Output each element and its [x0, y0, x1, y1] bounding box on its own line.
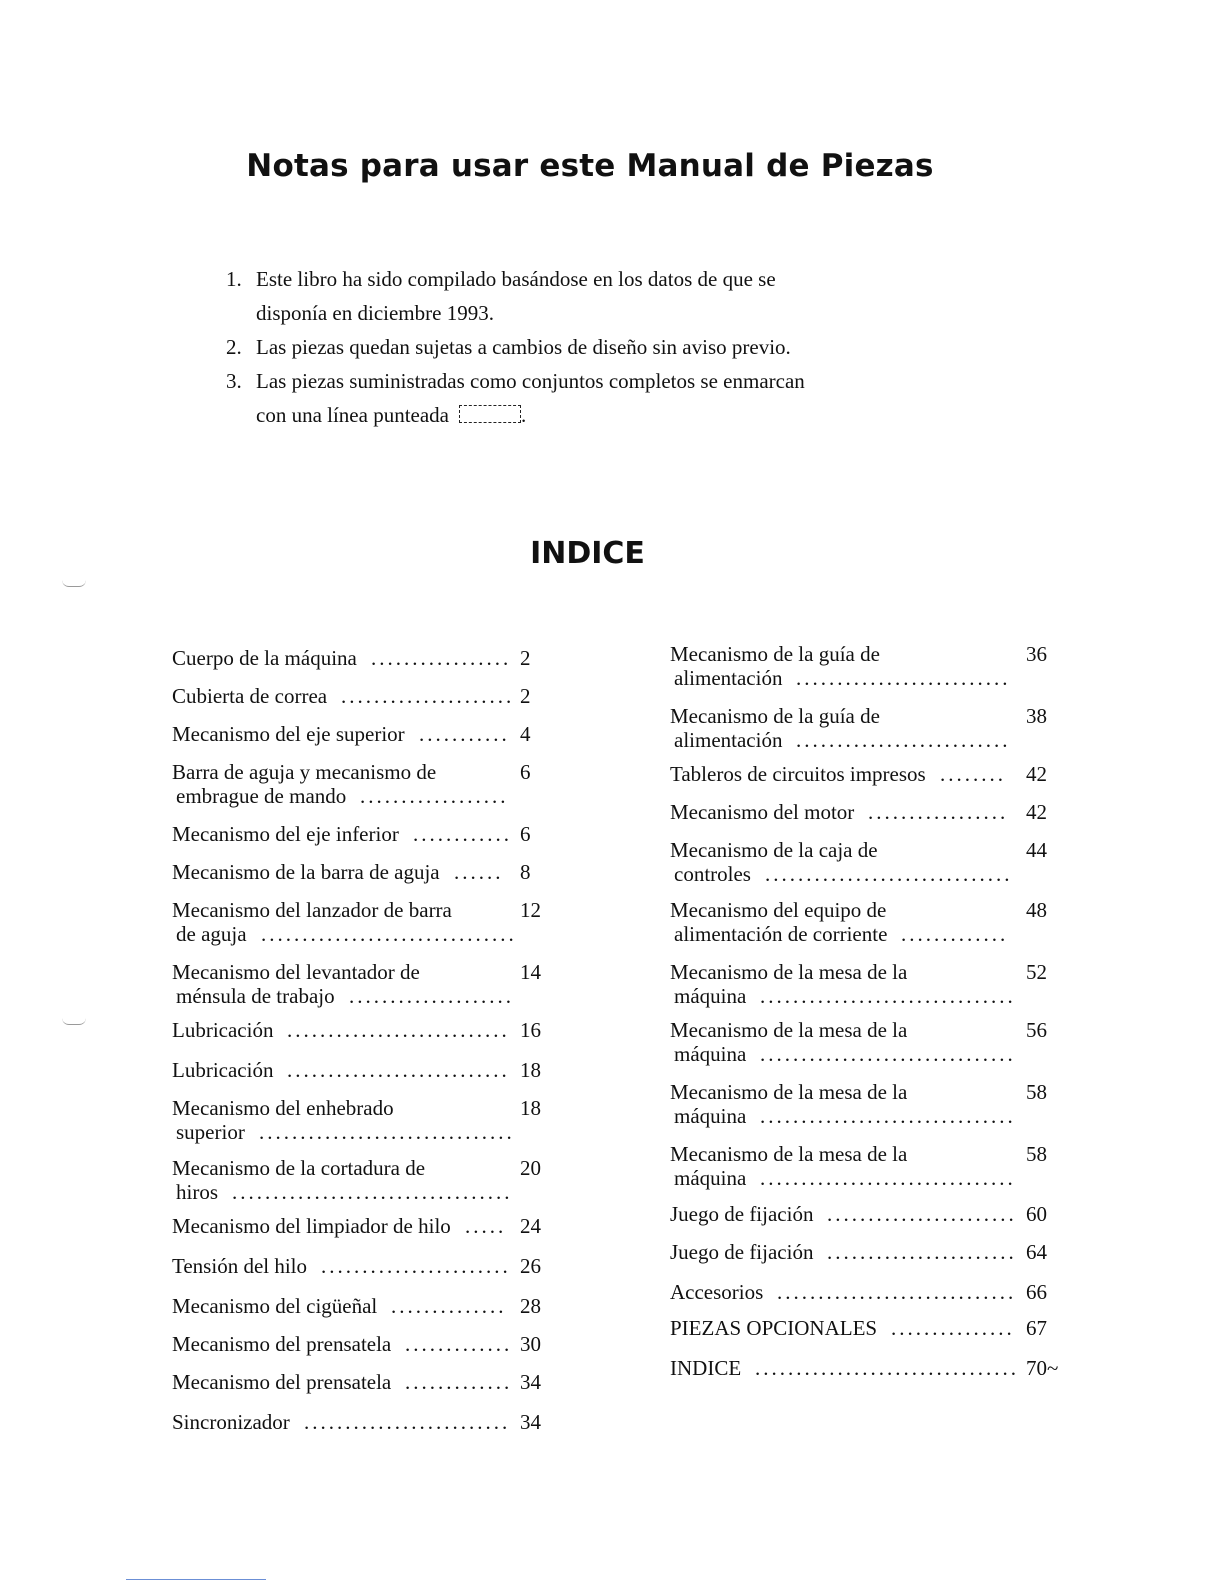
index-entry-title-cont: superior — [176, 1120, 245, 1144]
leader-dots: ....................... — [827, 1202, 1017, 1226]
dashed-box-icon — [459, 405, 521, 423]
leader-dots: .......................... — [796, 728, 1011, 752]
index-entry-page: 18 — [520, 1096, 541, 1120]
index-entry-page: 6 — [520, 822, 531, 846]
note-text: Este libro ha sido compilado basándose en los datos de que se — [256, 267, 776, 291]
leader-dots: ..... — [465, 1214, 507, 1238]
leader-dots: ............................. — [777, 1280, 1017, 1304]
index-entry-page: 56 — [1026, 1018, 1047, 1042]
index-entry-title: Tableros de circuitos impresos — [670, 762, 926, 786]
scan-mark — [62, 1018, 86, 1025]
index-entry-title-cont: ménsula de trabajo — [176, 984, 335, 1008]
note-text: Las piezas quedan sujetas a cambios de diseño sin aviso previo. — [256, 335, 791, 359]
index-entry-title-cont: alimentación — [674, 666, 783, 690]
index-entry-page: 12 — [520, 898, 541, 922]
index-entry-page: 14 — [520, 960, 541, 984]
index-entry-title: Mecanismo de la mesa de la — [670, 1080, 908, 1104]
leader-dots: ................. — [371, 646, 512, 670]
index-entry-page: 8 — [520, 860, 531, 884]
leader-dots: .............................. — [765, 862, 1013, 886]
index-entry-page: 28 — [520, 1294, 541, 1318]
index-entry-title: PIEZAS OPCIONALES — [670, 1316, 878, 1340]
index-entry-page: 58 — [1026, 1080, 1047, 1104]
leader-dots: ............................... — [760, 1166, 1016, 1190]
index-entry-page: 36 — [1026, 642, 1047, 666]
note-text: disponía en diciembre 1993. — [256, 301, 494, 325]
index-entry-page: 60 — [1026, 1202, 1047, 1226]
index-entry-title-cont: de aguja — [176, 922, 247, 946]
index-entry-page: 64 — [1026, 1240, 1047, 1264]
leader-dots: ............................... — [760, 984, 1016, 1008]
leader-dots: ......................... — [304, 1410, 511, 1434]
leader-dots: ....................... — [321, 1254, 511, 1278]
index-entry-page: 52 — [1026, 960, 1047, 984]
index-entry-title: Mecanismo del limpiador de hilo — [172, 1214, 451, 1238]
index-entry-page: 42 — [1026, 800, 1047, 824]
index-entry-page: 34 — [520, 1410, 541, 1434]
index-entry-page: 16 — [520, 1018, 541, 1042]
note-text: Las piezas suministradas como conjuntos completos se enmarcan — [256, 369, 805, 393]
index-entry-page: 58 — [1026, 1142, 1047, 1166]
index-entry-page: 38 — [1026, 704, 1047, 728]
index-entry-title-cont: controles — [674, 862, 751, 886]
leader-dots: ............................... — [760, 1042, 1016, 1066]
index-entry-title: Juego de fijación — [670, 1202, 814, 1226]
leader-dots: ............ — [413, 822, 512, 846]
index-entry-title: Mecanismo del eje superior — [172, 722, 405, 746]
index-entry-title: Sincronizador — [172, 1410, 290, 1434]
leader-dots: ........... — [419, 722, 510, 746]
leader-dots: ............................... — [261, 922, 517, 946]
notes-list — [226, 262, 805, 432]
leader-dots: .......................... — [796, 666, 1011, 690]
note-number: 3. — [226, 369, 242, 393]
note-item — [226, 364, 805, 432]
index-entry-page: 42 — [1026, 762, 1047, 786]
note-text: con una línea punteada — [256, 403, 449, 427]
index-entry-title: Mecanismo de la mesa de la — [670, 1142, 908, 1166]
index-entry-title: Mecanismo del cigüeñal — [172, 1294, 378, 1318]
index-entry-title: Accesorios — [670, 1280, 764, 1304]
leader-dots: ............................... — [760, 1104, 1016, 1128]
leader-dots: ............. — [405, 1370, 513, 1394]
footer-line — [126, 1579, 266, 1580]
leader-dots: ............................... — [259, 1120, 515, 1144]
index-entry-page: 24 — [520, 1214, 541, 1238]
index-entry-title: Mecanismo de la guía de — [670, 704, 880, 728]
index-entry-title-cont: alimentación de corriente — [674, 922, 888, 946]
index-title: INDICE — [530, 536, 645, 571]
note-number: 1. — [226, 267, 242, 291]
index-entry-title: Cuerpo de la máquina — [172, 646, 357, 670]
leader-dots: ........................... — [287, 1058, 510, 1082]
index-entry-title-cont: hiros — [176, 1180, 218, 1204]
index-entry-title: Mecanismo de la barra de aguja — [172, 860, 440, 884]
index-entry-title: Tensión del hilo — [172, 1254, 308, 1278]
leader-dots: ............. — [405, 1332, 513, 1356]
index-entry-title: Mecanismo de la mesa de la — [670, 1018, 908, 1042]
leader-dots: ..................... — [341, 684, 515, 708]
index-entry-title-cont: máquina — [674, 1166, 747, 1190]
leader-dots: ................................ — [755, 1356, 1019, 1380]
note-number: 2. — [226, 335, 242, 359]
index-entry-title: Mecanismo de la mesa de la — [670, 960, 908, 984]
index-entry-title: Mecanismo del eje inferior — [172, 822, 399, 846]
scan-mark — [62, 580, 86, 587]
index-entry-title: Lubricación — [172, 1058, 274, 1082]
index-entry-page: 34 — [520, 1370, 541, 1394]
index-entry-title-cont: máquina — [674, 1042, 747, 1066]
leader-dots: ....................... — [827, 1240, 1017, 1264]
note-text: . — [521, 403, 527, 427]
index-entry-title: Mecanismo de la cortadura de — [172, 1156, 426, 1180]
index-entry-title: Mecanismo del motor — [670, 800, 855, 824]
index-entry-title: Mecanismo del levantador de — [172, 960, 420, 984]
leader-dots: .............. — [391, 1294, 507, 1318]
index-entry-page: 48 — [1026, 898, 1047, 922]
index-entry-title-cont: embrague de mando — [176, 784, 347, 808]
note-item — [226, 330, 805, 364]
leader-dots: ............... — [891, 1316, 1015, 1340]
index-entry-page: 2 — [520, 646, 531, 670]
index-entry-title-cont: máquina — [674, 1104, 747, 1128]
index-entry-title: Mecanismo de la caja de — [670, 838, 878, 862]
index-entry-title: Mecanismo de la guía de — [670, 642, 880, 666]
index-entry-title: Mecanismo del enhebrado — [172, 1096, 394, 1120]
index-entry-page: 20 — [520, 1156, 541, 1180]
index-entry-title: INDICE — [670, 1356, 742, 1380]
index-entry-page: 30 — [520, 1332, 541, 1356]
index-entry-page: 2 — [520, 684, 531, 708]
leader-dots: .................... — [349, 984, 514, 1008]
index-entry-page: 66 — [1026, 1280, 1047, 1304]
index-entry-page: 26 — [520, 1254, 541, 1278]
index-entry-page: 44 — [1026, 838, 1047, 862]
leader-dots: ........................... — [287, 1018, 510, 1042]
index-entry-page: 18 — [520, 1058, 541, 1082]
page-title: Notas para usar este Manual de Piezas — [246, 148, 934, 184]
index-entry-title-cont: máquina — [674, 984, 747, 1008]
note-item — [226, 262, 805, 330]
leader-dots: ...... — [454, 860, 504, 884]
index-entry-page: 70~ — [1026, 1356, 1059, 1380]
index-entry-page: 4 — [520, 722, 531, 746]
index-entry-title-cont: alimentación — [674, 728, 783, 752]
leader-dots: ........ — [940, 762, 1006, 786]
index-entry-title: Cubierta de correa — [172, 684, 328, 708]
index-entry-page: 6 — [520, 760, 531, 784]
leader-dots: ............. — [901, 922, 1009, 946]
leader-dots: ................. — [868, 800, 1009, 824]
index-entry-title: Lubricación — [172, 1018, 274, 1042]
index-entry-title: Mecanismo del prensatela — [172, 1370, 392, 1394]
index-entry-title: Juego de fijación — [670, 1240, 814, 1264]
leader-dots: .................................. — [232, 1180, 513, 1204]
index-entry-title: Mecanismo del equipo de — [670, 898, 887, 922]
index-entry-title: Barra de aguja y mecanismo de — [172, 760, 437, 784]
index-entry-title: Mecanismo del prensatela — [172, 1332, 392, 1356]
leader-dots: .................. — [360, 784, 509, 808]
index-entry-title: Mecanismo del lanzador de barra — [172, 898, 452, 922]
index-entry-page: 67 — [1026, 1316, 1047, 1340]
